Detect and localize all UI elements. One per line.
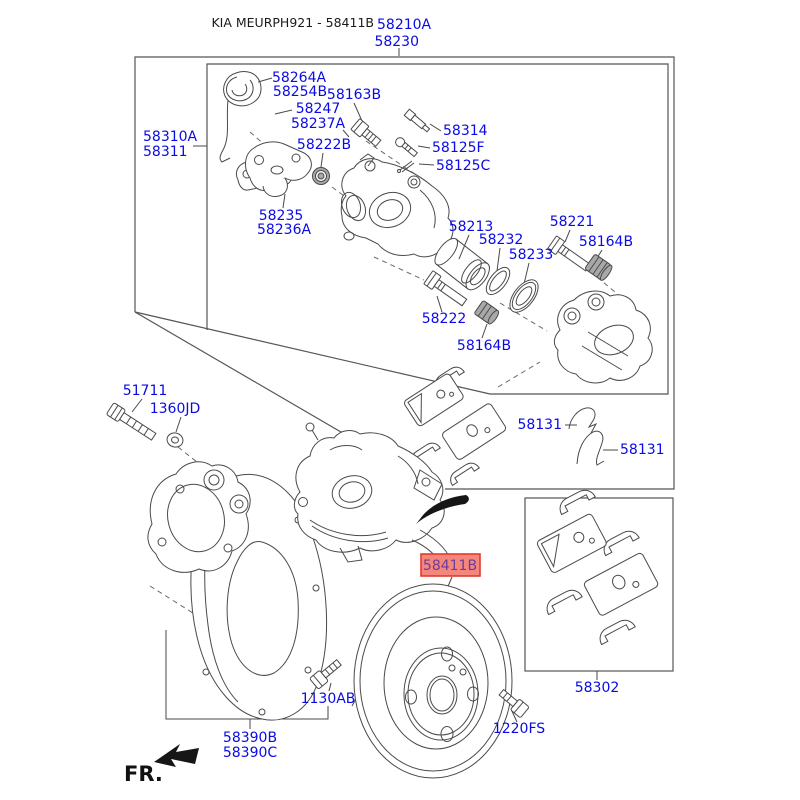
bolt-58163B-drawing [351, 119, 383, 149]
part-label-58131-b[interactable]: 58131 [620, 442, 665, 458]
part-label-58233[interactable]: 58233 [508, 247, 554, 263]
part-label-58232[interactable]: 58232 [478, 232, 524, 248]
pin-boot-58164B-lower-drawing [474, 300, 500, 325]
fr-label: FR. [124, 762, 163, 786]
pad-kit-contents-drawing [536, 486, 659, 644]
part-label-58230[interactable]: 58230 [374, 34, 419, 50]
part-label-58163B[interactable]: 58163B [326, 87, 382, 103]
part-label-58235[interactable]: 58235 [258, 208, 304, 224]
part-label-58411B-highlighted[interactable]: 58411B [422, 558, 478, 574]
pad-wear-wire-clips-drawing [569, 408, 604, 465]
diagram-title: KIA MEURPH921 - 58411B [211, 15, 374, 30]
part-label-58222[interactable]: 58222 [421, 311, 467, 327]
part-label-58210A[interactable]: 58210A [377, 17, 432, 33]
part-label-1220FS[interactable]: 1220FS [492, 721, 546, 737]
part-label-58236A[interactable]: 58236A [256, 222, 312, 238]
part-label-1360JD[interactable]: 1360JD [149, 401, 201, 417]
brake-disc-drawing [354, 584, 512, 778]
part-label-58213[interactable]: 58213 [448, 219, 494, 235]
part-label-58164B-lower[interactable]: 58164B [456, 338, 512, 354]
part-label-58314[interactable]: 58314 [443, 123, 488, 139]
part-label-58164B-right[interactable]: 58164B [578, 234, 634, 250]
part-label-58131-a[interactable]: 58131 [517, 417, 562, 433]
fitting-58125F-drawing [394, 136, 419, 159]
part-label-51711[interactable]: 51711 [122, 383, 168, 399]
part-label-58264A[interactable]: 58264A [271, 70, 327, 86]
part-label-58311[interactable]: 58311 [143, 144, 188, 160]
piston-boot-drawing [504, 275, 543, 317]
part-label-58237A[interactable]: 58237A [290, 116, 346, 132]
part-label-58247[interactable]: 58247 [295, 101, 341, 117]
part-label-58390B[interactable]: 58390B [222, 730, 278, 746]
part-label-58222B[interactable]: 58222B [296, 137, 352, 153]
washer-1360JD-drawing [165, 431, 184, 449]
caliper-carrier-drawing [554, 291, 652, 383]
part-label-1130AB[interactable]: 1130AB [300, 691, 356, 707]
part-label-58310A[interactable]: 58310A [143, 129, 198, 145]
part-label-58221[interactable]: 58221 [549, 214, 595, 230]
part-label-58254B[interactable]: 58254B [272, 84, 328, 100]
pin-boot-58164B-right-drawing [585, 254, 614, 282]
part-label-58302[interactable]: 58302 [574, 680, 620, 696]
bleeder-screw-drawing [404, 109, 431, 133]
part-label-58125C[interactable]: 58125C [436, 158, 491, 174]
part-label-58125F[interactable]: 58125F [432, 140, 485, 156]
part-label-58390C[interactable]: 58390C [222, 745, 278, 761]
grommet-58222B-drawing [313, 168, 330, 185]
